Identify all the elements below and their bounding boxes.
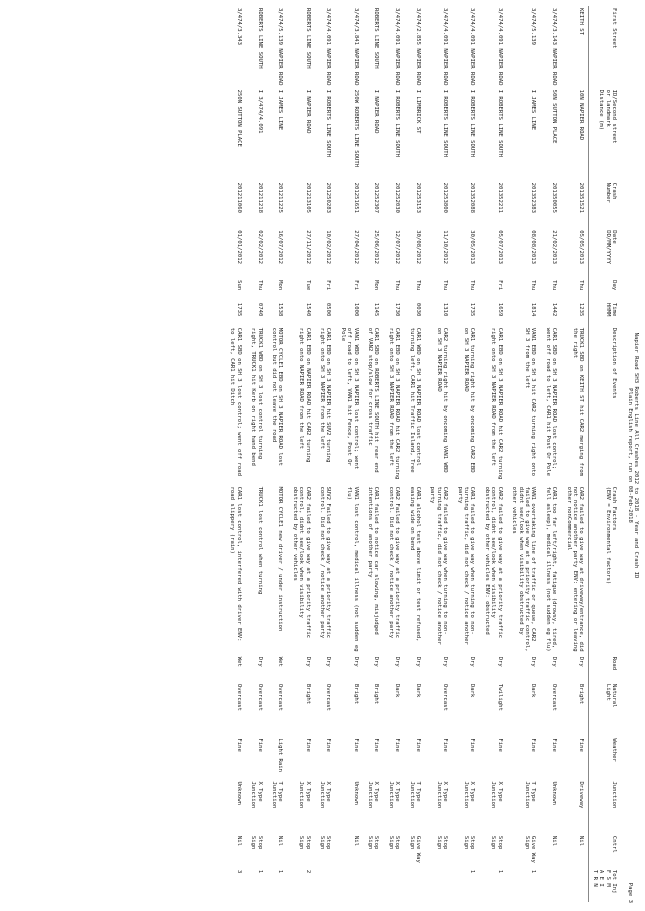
cell-crash-factors: CAR2 failed to give way when turning to non-turning traffic, did not check / notice another party	[429, 486, 449, 645]
cell-crash-factors: CAR1 lost control, interfered with driver ENV: road slippery (rain)	[229, 486, 242, 642]
cell-crash-number: 201251651	[352, 182, 359, 213]
cell-natural-light: Bright	[304, 683, 311, 705]
cell-crash-factors: CAR2 failed to give way at driveway/entrance, did not notice another party ENV: entering or leaving other nonCommercial	[565, 486, 585, 652]
cell-second-street: I JAMES LINE	[277, 89, 284, 131]
cell-description: CAR1 SBD on SH 3 lost control; went off road to left, CAR1 hit Ditch	[229, 327, 242, 476]
cell-crash-number: 201213105	[304, 182, 311, 213]
cell-day: Mon	[373, 280, 380, 291]
cell-time: 0740	[256, 302, 263, 317]
cell-description: CAR2 turning right hit by oncoming VAN1 WBD on SH 3 NAPIER ROAD	[435, 327, 449, 473]
cell-first-street: ROBERTS LINE SOUTH	[373, 8, 380, 69]
cell-weather: Fine	[394, 738, 401, 752]
cell-tot-inj: 3	[235, 869, 242, 874]
cell-first-street: ROBERTS LINE SOUTH	[304, 8, 311, 69]
cell-crash-factors: CAR1 failed to notice car slowing, misjudged intentions of another party	[367, 486, 380, 635]
cell-road: Dry	[373, 656, 380, 667]
table-row	[363, 6, 384, 902]
cell-second-street: 250W ROBERTS LINE SOUTH	[352, 89, 359, 168]
cell-date: 02/02/2012	[256, 230, 263, 264]
cell-natural-light: Dark	[469, 683, 476, 698]
col-natural-light: Natural Light	[589, 682, 617, 736]
cell-tot-inj	[383, 868, 404, 902]
cell-crash-number: 201253800	[442, 182, 449, 213]
cell-crash-number: 201211218	[256, 182, 263, 213]
cell-junction: X Type Junction	[298, 781, 311, 809]
cell-day: Thu	[551, 280, 558, 291]
cell-second-street: I LIMBRICK ST	[415, 89, 422, 134]
cell-weather: Fine	[373, 738, 380, 752]
cell-day: Thu	[578, 280, 585, 291]
col-distance: Distance (m)	[598, 89, 605, 131]
cell-crash-factors: VAN1 overtaking line of traffic or queue, CAR2 failed to give way at a priority traffic control, didnt see/look when visibility obstructed by other vehicles	[511, 486, 537, 652]
cell-natural-light: Bright	[352, 683, 359, 705]
cell-second-street: I ROBERTS LINE SOUTH	[442, 89, 449, 158]
cell-junction: T Type Junction	[270, 781, 284, 809]
cell-crash-number: 201352383	[530, 182, 537, 213]
cell-cntrl: Stop Sign	[298, 835, 311, 850]
cell-natural-light: Dark	[394, 683, 401, 698]
cell-time: 1442	[551, 302, 558, 317]
cell-tot-inj	[363, 868, 384, 902]
cell-day: Thu	[442, 280, 449, 291]
cell-crash-number: 201211060	[235, 182, 242, 213]
cell-day: Thu	[530, 280, 537, 291]
cell-second-street: 250N SUTTON PLACE	[235, 89, 242, 147]
cell-description: CAR1 EBD on SH 3 NAPIER ROAD hit CAR2 turning right onto SH 3 NAPIER ROAD from the left	[387, 327, 401, 480]
cell-cntrl: Nil	[277, 835, 284, 846]
cell-road: Wet	[277, 656, 284, 667]
cell-date: 01/01/2012	[235, 230, 242, 264]
table-row	[335, 6, 362, 902]
cell-tot-inj: 1	[277, 869, 284, 874]
table-row	[383, 6, 404, 902]
cell-tot-inj: 2	[304, 869, 311, 874]
cell-road: Dry	[352, 656, 359, 667]
cell-second-street: I ROBERTS LINE SOUTH	[469, 89, 476, 158]
col-crash-number: Crash Number	[589, 181, 617, 229]
cell-junction: X Type Junction	[387, 781, 401, 809]
cell-crash-factors: CAR2 failed to give way at a priority traffic control, didnt see/look when visibility obstructed by other vehicles ENV: obstructed	[483, 486, 503, 639]
cell-tot-inj: 1	[530, 869, 537, 874]
cell-cntrl: Stop Sign	[387, 835, 401, 850]
col-junction: Junction	[589, 779, 617, 833]
cell-natural-light: Dark	[415, 683, 422, 698]
cell-day: Tue	[304, 280, 311, 291]
cell-description: CAR1 EBD on NAPIER ROAD hit CAR2 turning right onto NAPIER ROAD from the left	[298, 327, 311, 463]
cell-road: Dry	[469, 656, 476, 667]
table-row	[452, 6, 479, 902]
cell-cntrl: Nil	[578, 835, 585, 846]
cell-tot-inj	[561, 868, 589, 902]
cell-junction: Unknown	[551, 781, 558, 806]
cell-description: VAN1 WBD on SH 3 NAPIER lost control; went off road to left, VAN1 hit Fence, Post Or Pole	[339, 327, 359, 470]
cell-first-street: 3/474/4.091 NAPIER ROAD	[442, 8, 449, 86]
cell-crash-factors: CAR2 failed to give way at a priority traffic control, didnt see/look when visibility obstructed by other vehicles	[291, 486, 311, 639]
cell-first-street: 3/474/4.091 NAPIER ROAD	[325, 8, 332, 86]
cell-crash-number: 201252307	[373, 182, 380, 213]
cell-road: Dry	[530, 656, 537, 667]
cell-date: 30/05/2013	[469, 230, 476, 264]
cell-date: 30/08/2012	[415, 230, 422, 264]
cell-time: 1540	[304, 302, 311, 317]
col-time: Time HHMM	[589, 301, 617, 326]
cell-time: 1735	[469, 302, 476, 317]
cell-crash-number: 201352211	[496, 182, 503, 213]
cell-crash-factors: CAR2 Failed to give way at a priority traffic control. Did not check / notice another party	[387, 486, 401, 639]
cell-time: 1538	[277, 302, 284, 317]
cell-cntrl: Nil	[235, 835, 242, 846]
cell-description: MOTOR CYCLE1 EBD on SH 3 NAPIER ROAD lost control but did not leave the road	[270, 327, 284, 466]
cell-crash-number: 201211225	[277, 182, 284, 213]
cell-description: TRUCK1 WBD on SH 3 lost control turning right, TRUCK1 hit Kerb on right hand bend	[250, 327, 263, 466]
cell-date: 05/05/2013	[578, 230, 585, 264]
cell-road: Dry	[442, 656, 449, 667]
col-second-street: ID/Second street or landmark Distance (m)	[589, 88, 617, 181]
cell-road: Wet	[235, 656, 242, 667]
cell-date: 25/06/2012	[373, 230, 380, 264]
cell-first-street: ROBERTS LINE SOUTH	[256, 8, 263, 69]
table-row	[425, 6, 452, 902]
cell-first-street: 3/474/3.343	[235, 8, 242, 46]
cell-time: 1235	[578, 302, 585, 317]
cell-second-street: I ROBERTS LINE SOUTH	[496, 89, 503, 158]
cell-weather: Fine	[530, 738, 537, 752]
cell-junction: X Type Junction	[463, 781, 476, 809]
cell-road: Dry	[496, 656, 503, 667]
cell-description: CAR1 turning right hit by oncoming CAR2 EBD on SH 3 NAPIER ROAD	[463, 327, 476, 473]
cell-time: 1730	[394, 302, 401, 317]
table-header-row	[589, 6, 617, 902]
cell-time: 1659	[496, 302, 503, 317]
col-crash-factors: Crash Factors (ENV = Environmental factors)	[589, 485, 617, 655]
table-row	[225, 6, 246, 902]
cell-time: 1814	[530, 302, 537, 317]
cell-date: 05/07/2013	[496, 230, 503, 264]
cell-time: 0030	[415, 302, 422, 317]
cell-second-street: I NAPIER ROAD	[304, 89, 311, 134]
cell-tot-inj	[335, 868, 362, 902]
cell-first-street: 3/474/3.841 NAPIER ROAD	[352, 8, 359, 86]
cell-junction: T Type Junction	[408, 781, 422, 809]
cell-tot-inj	[425, 868, 452, 902]
cell-crash-factors: SUV2 Failed to give way at a priority traffic control. Did not check / notice another party	[319, 486, 332, 639]
cell-cntrl: Stop Sign	[319, 835, 332, 850]
cell-day: Thu	[415, 280, 422, 291]
col-weather: Weather	[589, 736, 617, 779]
cell-time: 1735	[235, 302, 242, 317]
cell-cntrl: Stop Sign	[490, 835, 503, 850]
cell-crash-factors: CAR1 failed to give way when turning to non-turning traffic, did not check / notice another party	[456, 486, 476, 645]
cell-weather: Fine	[551, 738, 558, 752]
cell-weather: Fine	[415, 738, 422, 752]
cell-crash-factors: CAR1 alcohol test above limit or test refused, easing wide on bend	[408, 486, 422, 642]
cell-description: CAR1 EBD on SH 3 NAPIER ROAD hit CAR2 turning right onto SH 3 NAPIER ROAD from the left	[490, 327, 503, 480]
cell-day: Sun	[235, 280, 242, 291]
cell-cntrl: Nil	[551, 835, 558, 846]
cell-time: 1000	[352, 302, 359, 317]
cell-natural-light: Dark	[530, 683, 537, 698]
col-description: Description of Events	[589, 326, 617, 485]
cell-junction: Unknown	[352, 781, 359, 806]
cell-road: Dry	[325, 656, 332, 667]
cell-natural-light: Overcast	[235, 683, 242, 711]
cell-road: Dry	[256, 656, 263, 667]
table-row	[287, 6, 314, 902]
cell-crash-number: 201351521	[578, 182, 585, 213]
cell-cntrl: Stop Sign	[250, 835, 263, 850]
cell-first-street: 3/474/4.091 NAPIER ROAD	[394, 8, 401, 86]
table-row	[561, 6, 589, 902]
cell-weather: Fine	[469, 738, 476, 752]
cell-natural-light: Overcast	[277, 683, 284, 711]
cell-date: 27/11/2012	[304, 230, 311, 264]
cell-weather: Fine	[496, 738, 503, 752]
cell-crash-factors: MOTOR CYCLE1 new driver / under instruction	[277, 486, 284, 632]
col-tot-inj: Tot Inj F S M A E I T R N	[589, 868, 617, 902]
cell-road: Dry	[578, 656, 585, 667]
cell-date: 21/02/2013	[551, 230, 558, 264]
table-row	[315, 6, 336, 902]
report-header	[626, 0, 639, 911]
cell-second-street: I ROBERTS LINE SOUTH	[325, 89, 332, 158]
cell-tot-inj: 1	[256, 869, 263, 874]
cell-junction: X Type Junction	[250, 781, 263, 809]
cell-description: CAR1 EBD on SH 3 NAPIER hit SUV2 turning right onto SH 3 NAPIER from the left	[319, 327, 332, 463]
cell-day: Thu	[256, 280, 263, 291]
cell-cntrl: Stop Sign	[367, 835, 380, 850]
col-cntrl: Cntrl	[589, 834, 617, 868]
table-row	[480, 6, 507, 902]
cell-day: Mon	[277, 280, 284, 291]
cell-crash-number: 201352088	[469, 182, 476, 213]
cell-junction: Driveway	[578, 781, 585, 809]
page-number: Page 3	[627, 882, 633, 903]
cell-description: CAR1 SBD on SH 3 NAPIER ROAD lost control; went off road to left, CAR1 hit Post Or Pole	[544, 327, 558, 476]
cell-cntrl: Give Way Sign	[408, 835, 422, 863]
cell-crash-number: 201250283	[325, 182, 332, 213]
cell-first-street: 3/474/4.091 NAPIER ROAD	[496, 8, 503, 86]
cell-day: Fri	[496, 280, 503, 291]
cell-second-street: I NAPIER ROAD	[373, 89, 380, 134]
cell-weather: Fine	[352, 738, 359, 752]
table-row	[404, 6, 425, 902]
table-row	[267, 6, 288, 902]
cell-date: 08/08/2013	[530, 230, 537, 264]
cell-cntrl: Stop Sign	[435, 835, 449, 850]
cell-crash-factors: TRUCK1 lost control when turning	[256, 486, 263, 595]
cell-natural-light: Overcast	[442, 683, 449, 711]
cell-time: 1145	[373, 302, 380, 317]
cell-cntrl: Nil	[352, 835, 359, 846]
cell-crash-number: 201253153	[415, 182, 422, 213]
cell-crash-number: 201350055	[551, 182, 558, 213]
cell-weather: Fine	[442, 738, 449, 752]
report-title: Napier Road SH3 Roberts Line All Crashes 2012 to 2018 - Year and Crash ID	[633, 332, 639, 579]
col-day: Day	[589, 278, 617, 301]
cell-crash-factors: CAR1 too far left/right, fatigue (drowsy, tired, fell asleep), medical illness (not sudden eg flu)	[544, 486, 558, 652]
cell-date: 16/07/2012	[277, 230, 284, 264]
cell-road: Dry	[394, 656, 401, 667]
crash-table	[225, 6, 617, 902]
cell-day: Fri	[352, 280, 359, 291]
cell-weather: Fine	[578, 738, 585, 752]
cell-road: Dry	[415, 656, 422, 667]
cell-day: Thu	[469, 280, 476, 291]
cell-first-street: 3/474/2.855 NAPIER ROAD	[415, 8, 422, 86]
cell-natural-light: Bright	[578, 683, 585, 705]
cell-tot-inj	[315, 868, 336, 902]
cell-weather: Light Rain	[277, 738, 284, 773]
cell-second-street: 10N NAPIER ROAD	[578, 89, 585, 141]
cell-description: TRUCK1 SBD on KEITH ST hit CAR2 merging from the right	[571, 327, 585, 476]
cell-first-street: 3/474/3.143 NAPIER ROAD	[551, 8, 558, 86]
cell-cntrl: Stop Sign	[463, 835, 476, 850]
cell-junction: Unknown	[235, 781, 242, 806]
cell-tot-inj: 1	[496, 869, 503, 874]
cell-weather: Fine	[256, 738, 263, 752]
cell-weather: Fine	[325, 738, 332, 752]
cell-tot-inj	[404, 868, 425, 902]
cell-time: 1310	[442, 302, 449, 317]
col-first-street: First Street	[589, 6, 617, 88]
cell-first-street: 3/474/4.091 NAPIER ROAD	[469, 8, 476, 86]
cell-date: 10/02/2012	[325, 230, 332, 264]
col-road: Road	[589, 655, 617, 682]
cell-time: 0500	[325, 302, 332, 317]
cell-description: CAR1 SBD on ROBERTS LINE SOUTH hit rear end of VAN2 stop/slow for cross traffic	[367, 327, 380, 473]
cell-second-street: I 3/474/4.091	[256, 89, 263, 134]
cell-description: VAN1 EBD on SH 3 hit CAR2 turning right onto SH 3 from the left	[523, 327, 537, 476]
cell-junction: X Type Junction	[490, 781, 503, 809]
cell-first-street: 3/474/5.139	[530, 8, 537, 46]
cell-first-street: 3/474/5.139 NAPIER ROAD	[277, 8, 284, 86]
cell-date: 12/07/2012	[394, 230, 401, 264]
cell-road: Dry	[304, 656, 311, 667]
table-row	[507, 6, 541, 902]
cell-tot-inj	[540, 868, 561, 902]
cell-second-street: I JAMES LINE	[530, 89, 537, 131]
cell-cntrl: Give Way Sign	[523, 835, 537, 863]
cell-first-street: KEITH ST	[578, 8, 585, 35]
cell-date: 11/10/2012	[442, 230, 449, 264]
cell-description: CAR1 WBD on SH 3 NAPIER ROAD lost control turning left, CAR1 hit Traffic Island, Tree	[408, 327, 422, 473]
cell-crash-factors: VAN1 lost control, medical illness (not sudden eg flu)	[346, 486, 359, 652]
cell-junction: T Type Junction	[523, 781, 537, 809]
report-subtitle: Plain English report, run on 08-Feb-2018	[626, 388, 633, 523]
cell-junction: X Type Junction	[435, 781, 449, 809]
cell-natural-light: Overcast	[256, 683, 263, 711]
cell-junction: X Type Junction	[319, 781, 332, 809]
cell-junction: X Type Junction	[367, 781, 380, 809]
cell-second-street: 50N SUTTON PLACE	[551, 89, 558, 144]
table-row	[540, 6, 561, 902]
cell-natural-light: Overcast	[325, 683, 332, 711]
cell-weather: Fine	[304, 738, 311, 752]
cell-tot-inj: 1	[469, 869, 476, 874]
col-date: Date DD/MM/YYYY	[589, 228, 617, 278]
cell-day: Thu	[394, 280, 401, 291]
cell-crash-number: 201252030	[394, 182, 401, 213]
cell-second-street: I ROBERTS LINE SOUTH	[394, 89, 401, 158]
table-row	[246, 6, 267, 902]
cell-road: Dry	[551, 656, 558, 667]
cell-weather: Fine	[235, 738, 242, 752]
cell-natural-light: Overcast	[551, 683, 558, 711]
cell-natural-light: Bright	[373, 683, 380, 705]
cell-day: Fri	[325, 280, 332, 291]
cell-date: 27/04/2012	[352, 230, 359, 264]
cell-natural-light: Twilight	[496, 683, 503, 711]
